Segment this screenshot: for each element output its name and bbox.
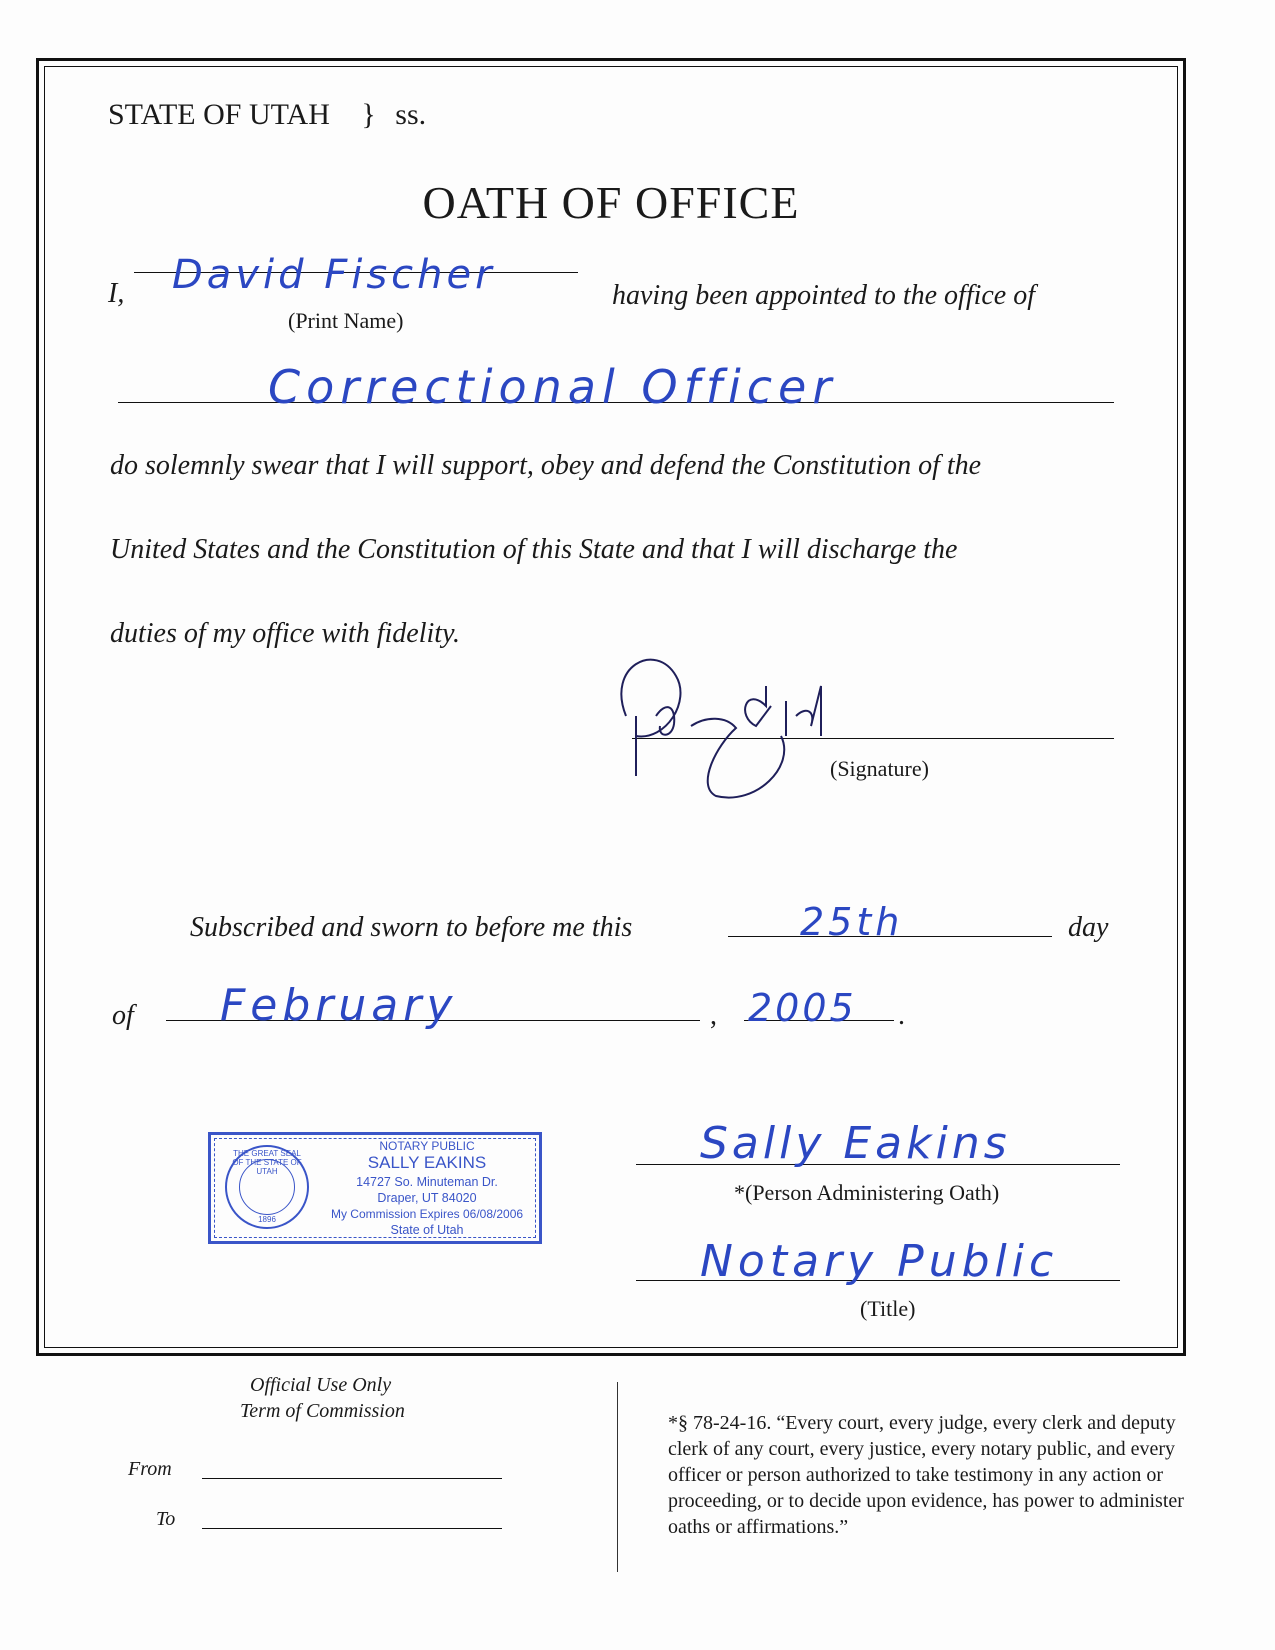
oath-line-1: do solemnly swear that I will support, obey and defend the Constitution of the [110, 450, 982, 481]
administering-signature: Sally Eakins [700, 1118, 1011, 1169]
signature-caption: (Signature) [830, 756, 929, 781]
state-heading [108, 98, 426, 132]
stamp-line-state: State of Utah [390, 1223, 464, 1237]
from-label: From [128, 1458, 172, 1480]
office-handwriting: Correctional Officer [268, 360, 838, 414]
brace-symbol: } [361, 98, 376, 131]
state-seal-icon [225, 1145, 309, 1229]
stamp-line-city: Draper, UT 84020 [377, 1191, 477, 1205]
page-title: OATH OF OFFICE [422, 177, 800, 228]
statute-text: *§ 78-24-16. “Every court, every judge, every clerk and deputy clerk of any court, every justice, every notary public, and every officer or person authorized to take testimony in any action or proceeding, or to decide upon evidence, has power to administer oaths or affirmations.” [668, 1412, 1184, 1538]
oath-line-3: duties of my office with fidelity. [110, 618, 460, 649]
notary-stamp [208, 1132, 542, 1244]
official-use-label: Official Use Only [250, 1374, 392, 1396]
to-line [202, 1528, 502, 1529]
print-name-caption: (Print Name) [288, 308, 404, 333]
footer-divider [617, 1382, 618, 1572]
seal-year: 1896 [258, 1215, 276, 1224]
of-label: of [112, 1000, 134, 1031]
name-handwriting: David Fischer [172, 252, 496, 298]
appointed-text: having been appointed to the office of [612, 280, 1036, 311]
stamp-line-expires: My Commission Expires 06/08/2006 [330, 1207, 524, 1221]
oath-line-2: United States and the Constitution of this State and that I will discharge the [110, 534, 958, 565]
comma: , [710, 1000, 717, 1031]
month-handwriting: February [220, 980, 458, 1031]
stamp-line-address: 14727 So. Minuteman Dr. [356, 1175, 498, 1189]
seal-text: THE GREAT SEAL OF THE STATE OF UTAH [232, 1149, 302, 1176]
day-handwriting: 25th [800, 900, 904, 944]
to-label: To [156, 1508, 176, 1530]
administering-caption: *(Person Administering Oath) [734, 1180, 1000, 1205]
subscribed-text: Subscribed and sworn to before me this [190, 912, 633, 943]
term-of-commission-label: Term of Commission [240, 1400, 405, 1422]
from-line [202, 1478, 502, 1479]
title-handwriting: Notary Public [700, 1236, 1059, 1287]
state-name: STATE OF UTAH [108, 98, 330, 131]
oath-taker-signature [596, 646, 896, 806]
ss-label: ss. [395, 98, 427, 131]
year-handwriting: 2005 [748, 986, 857, 1030]
stamp-line-notary: NOTARY PUBLIC [379, 1139, 475, 1153]
day-label: day [1068, 912, 1109, 943]
i-label: I, [108, 278, 125, 309]
stamp-line-name: SALLY EAKINS [367, 1153, 487, 1172]
period: . [898, 1000, 905, 1031]
title-caption: (Title) [860, 1296, 916, 1321]
